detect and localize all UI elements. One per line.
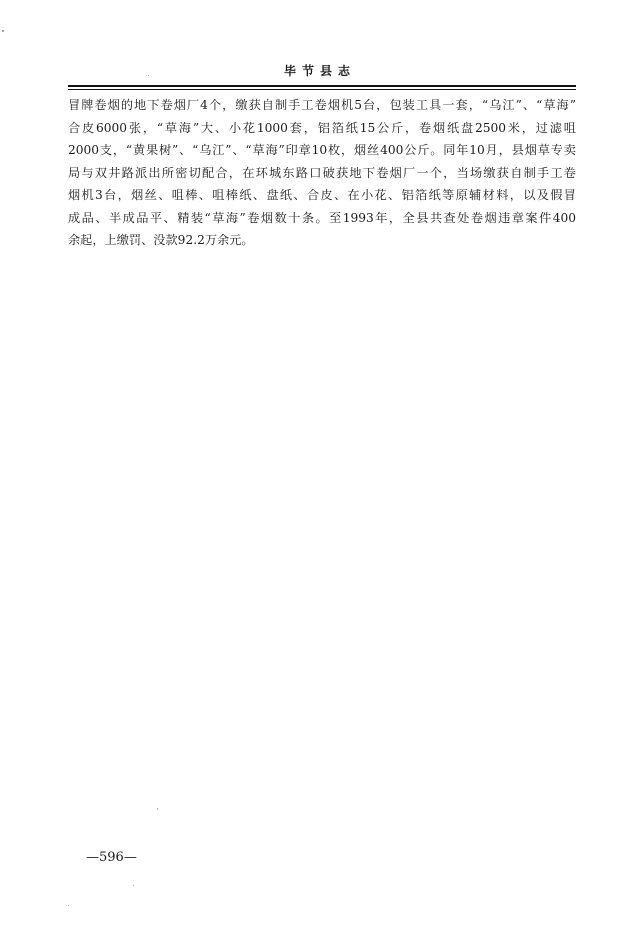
text-line: 合皮6000张，“草海”大、小花1000套，铝箔纸15公斤，卷烟纸盘2500米，过滤咀 (68, 120, 576, 135)
text-line: 冒牌卷烟的地下卷烟厂4个，缴获自制手工卷烟机5台，包装工具一套，“乌江”、“草海” (68, 98, 576, 112)
text-line: 烟机3台，烟丝、咀棒、咀棒纸、盘纸、合皮、在小花、铝箔纸等原辅材料，以及假冒 (68, 188, 576, 202)
text-line: 余起，上缴罚、没款92.2万余元。 (68, 233, 254, 247)
body-paragraph (68, 94, 576, 252)
scan-speck (133, 885, 134, 886)
text-line: 2000支，“黄果树”、“乌江”、“草海”印章10枚，烟丝400公斤。同年10月，县烟草专卖 (68, 143, 576, 157)
scan-speck (68, 905, 69, 906)
scan-speck (148, 75, 149, 76)
header-rule-thick (68, 85, 576, 87)
scan-speck (157, 808, 158, 810)
header-rule-thin (68, 89, 576, 90)
scan-speck (2, 30, 4, 32)
running-header: 毕节县志 (283, 64, 356, 78)
page-number: —596— (86, 850, 137, 865)
text-line: 局与双井路派出所密切配合，在环城东路口破获地下卷烟厂一个，当场缴获自制手工卷 (68, 165, 576, 180)
text-line: 成品、半成品平、精装“草海”卷烟数十条。至1993年，全县共查处卷烟违章案件400 (68, 210, 576, 225)
